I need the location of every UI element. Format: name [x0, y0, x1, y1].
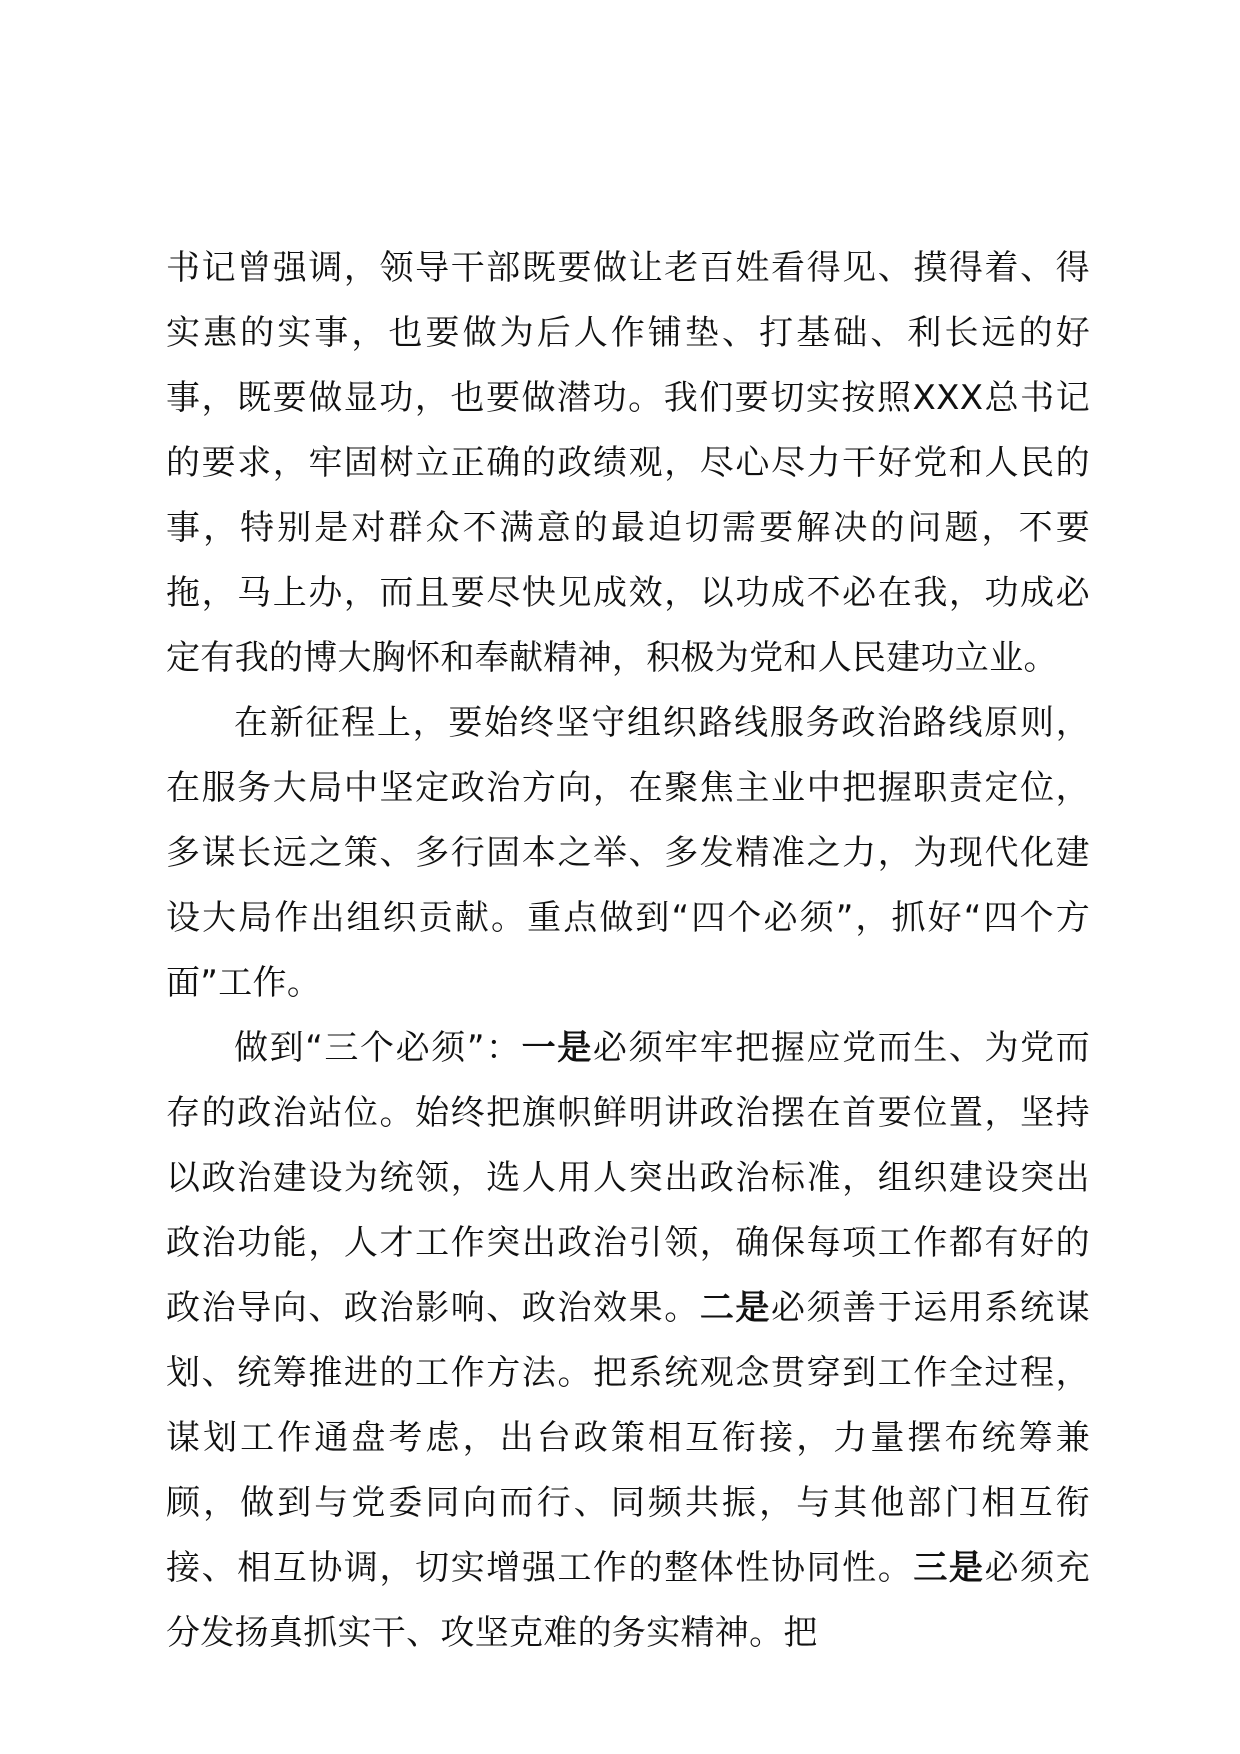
point-two-text: 必须善于运用系统谋划、统筹推进的工作方法。把系统观念贯穿到工作全过程，谋划工作通盘考虑，出台政策相互衔接，力量摆布统筹兼顾，做到与党委同向而行、同频共振，与其他部门相互衔接、相互协调，切实增强工作的整体性协同性。: [166, 1288, 1090, 1588]
paragraph-3-intro: 做到“三个必须”：: [234, 1028, 522, 1068]
point-one-marker: 一是: [521, 1028, 593, 1068]
point-one-text: 必须牢牢把握应党而生、为党而存的政治站位。始终把旗帜鲜明讲政治摆在首要位置，坚持以政治建设为统领，选人用人突出政治标准，组织建设突出政治功能，人才工作突出政治引领，确保每项工作都有好的政治导向、政治影响、政治效果。: [166, 1028, 1091, 1328]
point-three-text: 必须充分发扬真抓实干、攻坚克难的务实精神。把: [166, 1548, 1090, 1653]
point-three-marker: 三是: [913, 1548, 985, 1588]
point-two-marker: 二是: [699, 1288, 771, 1328]
paragraph-2-text: 在新征程上，要始终坚守组织路线服务政治路线原则，在服务大局中坚定政治方向，在聚焦主业中把握职责定位，多谋长远之策、多行固本之举、多发精准之力，为现代化建设大局作出组织贡献。重点做到“四个必须”，抓好“四个方面”工作。: [166, 703, 1090, 1003]
paragraph-1-text: 书记曾强调，领导干部既要做让老百姓看得见、摸得着、得实惠的实事，也要做为后人作铺垫、打基础、利长远的好事，既要做显功，也要做潜功。我们要切实按照XXX总书记的要求，牢固树立正确的政绩观，尽心尽力干好党和人民的事，特别是对群众不满意的最迫切需要解决的问题，不要拖，马上办，而且要尽快见成效，以功成不必在我，功成必定有我的博大胸怀和奉献精神，积极为党和人民建功立业。: [166, 248, 1090, 678]
paragraph-1: [166, 236, 1090, 691]
body-text: [166, 236, 1090, 1666]
paragraph-3: [166, 1016, 1090, 1666]
paragraph-2: [166, 691, 1090, 1016]
